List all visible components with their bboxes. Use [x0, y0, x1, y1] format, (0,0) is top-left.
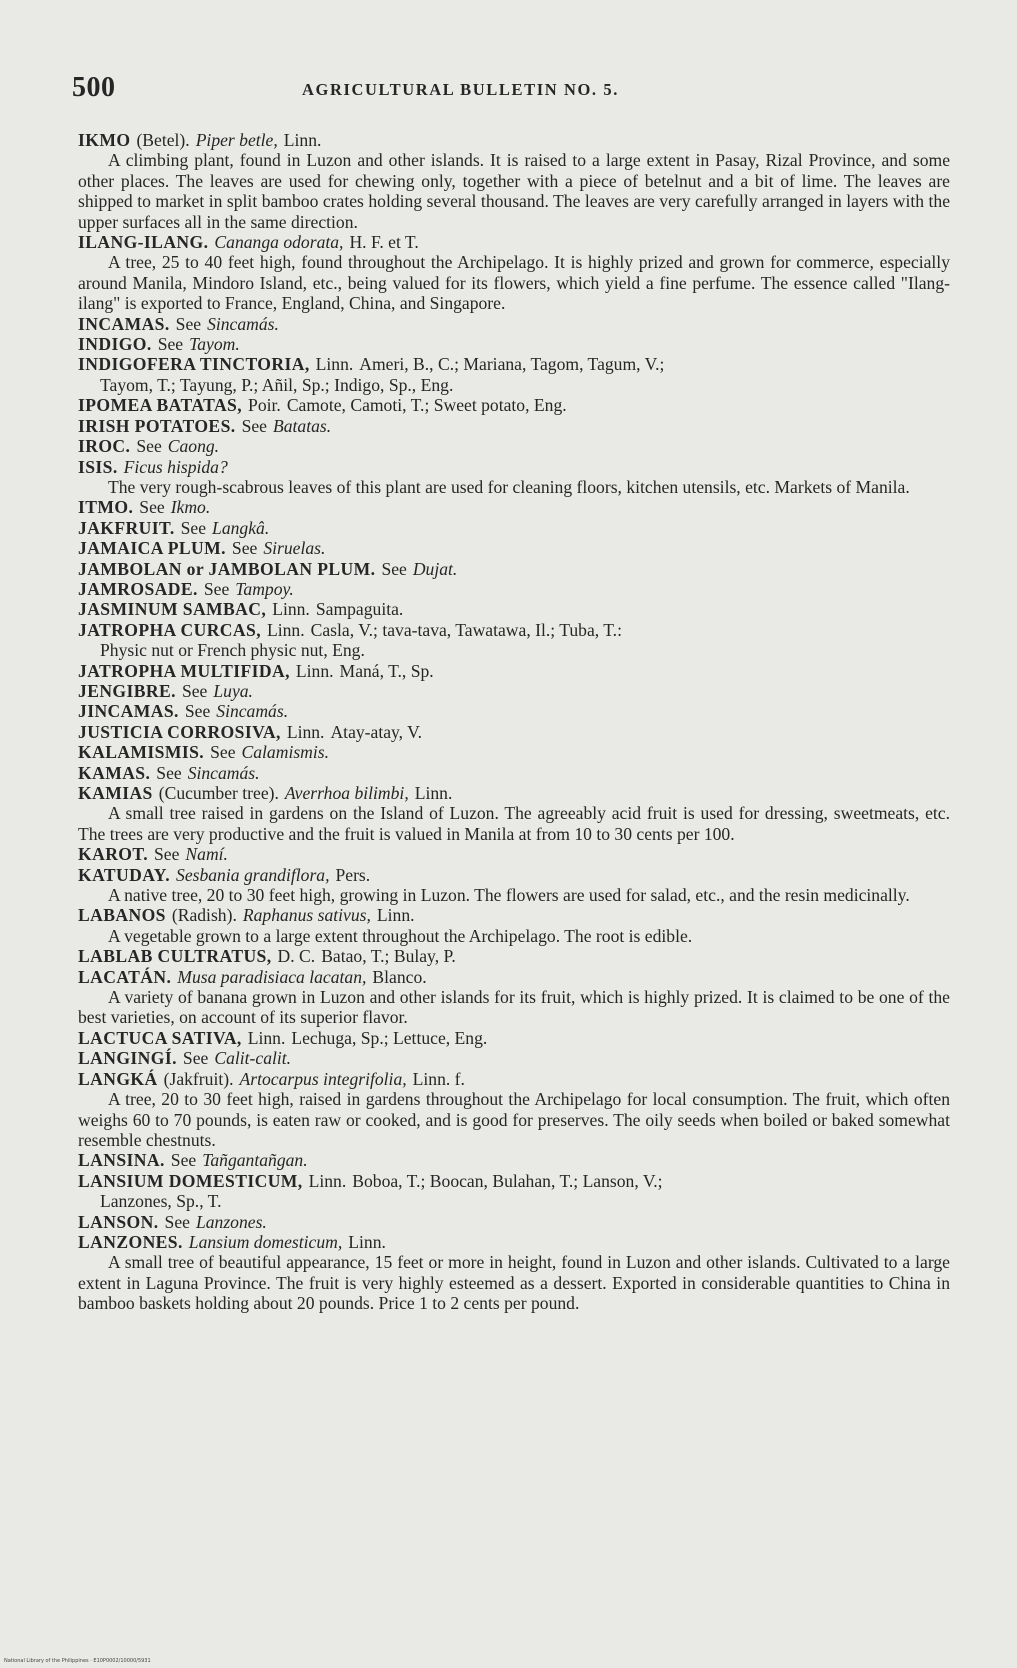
entry-see-label: See [164, 1211, 190, 1232]
entry-cross-reference: Ikmo. [170, 497, 211, 518]
dictionary-entry [78, 742, 950, 762]
entry-authority: Linn. [272, 599, 310, 620]
entry-headline [78, 763, 950, 783]
entry-term: IRISH POTATOES. [78, 415, 236, 436]
entry-headline [78, 722, 950, 742]
dictionary-entry [78, 905, 950, 946]
entry-headline [78, 1232, 950, 1252]
entry-vernacular-continued: Tayom, T.; Tayung, P.; Añil, Sp.; Indigo, Sp., Eng. [100, 374, 454, 395]
dictionary-entry [78, 1150, 950, 1170]
entry-term: LACATÁN. [78, 966, 172, 987]
entry-authority: Linn. [267, 619, 305, 640]
entry-term: JATROPHA MULTIFIDA, [78, 660, 290, 681]
dictionary-entry [78, 1171, 950, 1212]
dictionary-entry [78, 130, 950, 232]
entry-authority: Linn. [414, 783, 453, 803]
dictionary-entry [78, 497, 950, 517]
entry-description: A native tree, 20 to 30 feet high, growing in Luzon. The flowers are used for salad, etc., and the resin medicinally. [108, 885, 910, 906]
entry-authority: Linn. f. [412, 1068, 465, 1089]
entry-description: A vegetable grown to a large extent throughout the Archipelago. The root is edible. [108, 925, 693, 946]
entry-common-name: (Jakfruit). [163, 1068, 234, 1089]
entry-see-label: See [381, 558, 407, 579]
entry-authority: Poir. [248, 395, 281, 416]
entry-see-label: See [184, 701, 211, 722]
entry-scientific-name: Piper betle, [195, 130, 278, 150]
dictionary-entry [78, 1069, 950, 1151]
entry-cross-reference: Sincamás. [216, 701, 289, 722]
entry-term: KAROT. [78, 844, 149, 865]
entry-headline [78, 946, 950, 966]
entry-authority: Blanco. [372, 966, 427, 987]
dictionary-entry [78, 416, 950, 436]
entry-description: A variety of banana grown in Luzon and other islands for its fruit, which is highly prized. It is claimed to be one of the best varieties, on account of its superior flavor. [78, 987, 950, 1028]
entry-cross-reference: Sincamás. [187, 762, 260, 783]
entry-vernacular-names: Lechuga, Sp.; Lettuce, Eng. [291, 1027, 488, 1048]
entry-cross-reference: Calamismis. [241, 742, 330, 763]
entry-description: A climbing plant, found in Luzon and other islands. It is raised to a large extent in Pasay, Rizal Province, and some other places. The leaves are used for chewing only, together with a piece of betelnut and a bit of lime. The leaves are shipped to market in split bamboo crates holding several thousand. The leaves are very carefully arranged in layers with the upper surfaces all in the same direction. [78, 150, 950, 232]
entry-common-name: (Radish). [171, 905, 237, 926]
dictionary-entry [78, 518, 950, 538]
entry-term: INDIGOFERA TINCTORIA, [78, 354, 310, 375]
dictionary-entry [78, 1232, 950, 1314]
entry-headline [78, 559, 950, 579]
entry-authority: Pers. [335, 864, 371, 885]
entry-list [78, 130, 950, 1314]
entry-cross-reference: Luya. [213, 680, 253, 701]
entry-headline [78, 1212, 950, 1232]
entry-cross-reference: Namí. [185, 844, 228, 865]
dictionary-entry [78, 538, 950, 558]
entry-term: LANGINGÍ. [78, 1048, 177, 1069]
dictionary-entry [78, 865, 950, 906]
entry-term: LANSON. [78, 1211, 159, 1232]
entry-vernacular-names: Maná, T., Sp. [339, 660, 434, 681]
dictionary-entry [78, 334, 950, 354]
entry-headline [78, 457, 950, 477]
dictionary-entry [78, 559, 950, 579]
entry-cross-reference: Dujat. [412, 558, 458, 579]
entry-term: LABANOS [78, 905, 166, 926]
entry-cross-reference: Tayom. [189, 334, 240, 355]
entry-scientific-name: Raphanus sativus, [242, 905, 371, 926]
dictionary-entry [78, 436, 950, 456]
entry-headline [78, 334, 950, 354]
dictionary-entry [78, 599, 950, 619]
entry-term: JAMROSADE. [78, 578, 198, 599]
entry-headline [78, 579, 950, 599]
entry-headline [78, 701, 950, 721]
entry-vernacular-names: Ameri, B., C.; Mariana, Tagom, Tagum, V.; [359, 354, 665, 375]
entry-scientific-name: Musa paradisiaca lacatan, [177, 966, 367, 987]
dictionary-entry [78, 1028, 950, 1048]
entry-scientific-name: Artocarpus integrifolia, [239, 1068, 407, 1089]
entry-authority: Linn. [247, 1027, 286, 1048]
entry-see-label: See [182, 1048, 209, 1069]
entry-term: INDIGO. [78, 334, 152, 355]
entry-headline [78, 518, 950, 538]
entry-term: IROC. [78, 436, 131, 457]
entry-term: IPOMEA BATATAS, [78, 395, 243, 416]
entry-headline [78, 681, 950, 701]
entry-headline [78, 1171, 950, 1191]
scan-footer-note: National Library of the Philippines · E10P0002/10000/5931 [4, 1658, 151, 1664]
entry-authority: Linn. [295, 660, 334, 681]
entry-headline [78, 314, 950, 334]
entry-term: LANZONES. [78, 1231, 183, 1252]
entry-headline [78, 1069, 950, 1089]
entry-see-label: See [175, 313, 202, 334]
dictionary-entry [78, 661, 950, 681]
entry-headline [78, 130, 950, 150]
entry-headline [78, 354, 950, 374]
entry-cross-reference: Batatas. [272, 415, 332, 436]
entry-term: JAMBOLAN or JAMBOLAN PLUM. [78, 558, 376, 579]
page-number: 500 [72, 72, 116, 103]
entry-headline [78, 905, 950, 925]
entry-vernacular-continued: Lanzones, Sp., T. [100, 1191, 222, 1212]
entry-description: The very rough-scabrous leaves of this plant are used for cleaning floors, kitchen utensils, etc. Markets of Manila. [108, 476, 910, 497]
entry-term: LANGKÁ [78, 1068, 158, 1089]
entry-vernacular-names: Sampaguita. [315, 599, 404, 620]
dictionary-entry [78, 681, 950, 701]
entry-vernacular-names: Boboa, T.; Boocan, Bulahan, T.; Lanson, V.; [352, 1170, 663, 1191]
dictionary-entry [78, 967, 950, 1028]
entry-headline [78, 661, 950, 681]
dictionary-entry [78, 620, 950, 661]
entry-see-label: See [180, 517, 207, 538]
entry-term: ITMO. [78, 497, 134, 518]
dictionary-entry [78, 722, 950, 742]
dictionary-entry [78, 579, 950, 599]
entry-headline [78, 395, 950, 415]
entry-headline [78, 497, 950, 517]
entry-headline [78, 599, 950, 619]
running-head: AGRICULTURAL BULLETIN NO. 5. [302, 80, 619, 99]
entry-authority: Linn. [348, 1231, 386, 1252]
entry-see-label: See [203, 578, 230, 599]
entry-cross-reference: Calit-calit. [214, 1048, 292, 1069]
entry-cross-reference: Lanzones. [195, 1211, 267, 1232]
entry-headline [78, 436, 950, 456]
entry-see-label: See [231, 538, 258, 559]
entry-headline [78, 742, 950, 762]
entry-authority: H. F. et T. [349, 232, 419, 253]
dictionary-entry [78, 701, 950, 721]
entry-term: KAMIAS [78, 783, 153, 803]
entry-cross-reference: Tañgantañgan. [202, 1150, 308, 1171]
entry-term: LACTUCA SATIVA, [78, 1027, 242, 1048]
entry-see-label: See [136, 436, 162, 457]
entry-term: JAKFRUIT. [78, 517, 175, 538]
entry-scientific-name: Ficus hispida? [123, 456, 228, 477]
entry-term: KALAMISMIS. [78, 742, 205, 763]
entry-see-label: See [157, 334, 184, 355]
entry-authority: Linn. [283, 130, 322, 150]
entry-term: KAMAS. [78, 762, 151, 783]
dictionary-entry [78, 1048, 950, 1068]
entry-common-name: (Cucumber tree). [158, 783, 279, 803]
entry-description: A tree, 20 to 30 feet high, raised in gardens throughout the Archipelago for local consumption. The fruit, which often weighs 60 to 70 pounds, is eaten raw or cooked, and is good for preserves. The oily seeds when boiled or baked somewhat resemble chestnuts. [78, 1089, 950, 1150]
entry-headline [78, 844, 950, 864]
entry-see-label: See [139, 497, 165, 518]
entry-scientific-name: Lansium domesticum, [188, 1231, 343, 1252]
entry-headline [78, 865, 950, 885]
dictionary-entry [78, 314, 950, 334]
entry-term: ILANG-ILANG. [78, 232, 209, 253]
dictionary-entry [78, 395, 950, 415]
entry-headline [78, 1028, 950, 1048]
page-header [72, 72, 952, 112]
dictionary-entry [78, 844, 950, 864]
entry-term: JASMINUM SAMBAC, [78, 599, 267, 620]
entry-authority: Linn. [286, 721, 325, 742]
entry-vernacular-continued: Physic nut or French physic nut, Eng. [100, 640, 365, 661]
entry-cross-reference: Sincamás. [207, 313, 279, 334]
entry-scientific-name: Sesbania grandiflora, [176, 864, 330, 885]
entry-headline [78, 783, 950, 803]
entry-scientific-name: Cananga odorata, [214, 232, 344, 253]
entry-description: A tree, 25 to 40 feet high, found throughout the Archipelago. It is highly prized and grown for commerce, especially around Manila, Mindoro Island, etc., being valued for its flowers, which yield a fine perfume. The essence called "Ilang-ilang" is exported to France, England, China, and Singapore. [78, 252, 950, 314]
entry-cross-reference: Siruelas. [263, 538, 326, 559]
entry-authority: Linn. [376, 905, 415, 926]
entry-cross-reference: Caong. [167, 436, 220, 457]
entry-headline [78, 620, 950, 640]
entry-term: LABLAB CULTRATUS, [78, 946, 272, 967]
entry-headline [78, 416, 950, 436]
entry-authority: Linn. [315, 354, 354, 375]
entry-vernacular-names: Casla, V.; tava-tava, Tawatawa, Il.; Tuba, T.: [310, 619, 622, 640]
entry-headline [78, 1048, 950, 1068]
entry-see-label: See [170, 1150, 197, 1171]
entry-description: A small tree of beautiful appearance, 15 feet or more in height, found in Luzon and other islands. Cultivated to a large extent in Laguna Province. The fruit is very highly esteemed as a dessert. Exported in considerable quantities to China in bamboo baskets holding about 20 pounds. Price 1 to 2 cents per pound. [78, 1252, 950, 1314]
entry-term: LANSIUM DOMESTICUM, [78, 1170, 303, 1191]
entry-term: JAMAICA PLUM. [78, 538, 226, 559]
entry-headline [78, 232, 950, 252]
entry-see-label: See [156, 762, 182, 783]
entry-term: KATUDAY. [78, 864, 171, 885]
dictionary-entry [78, 354, 950, 395]
entry-term: JENGIBRE. [78, 680, 176, 701]
entry-term: INCAMAS. [78, 313, 170, 334]
entry-description: A small tree raised in gardens on the Island of Luzon. The agreeably acid fruit is used for dressing, sweetmeats, etc. The trees are very productive and the fruit is valued in Manila at from 10 to 30 cents per 100. [78, 803, 950, 844]
entry-headline [78, 967, 950, 987]
entry-vernacular-names: Atay-atay, V. [330, 721, 423, 742]
entry-authority: Linn. [308, 1170, 347, 1191]
entry-see-label: See [241, 415, 267, 436]
dictionary-entry [78, 232, 950, 314]
entry-term: IKMO [78, 130, 131, 150]
entry-see-label: See [181, 680, 208, 701]
entry-term: LANSINA. [78, 1150, 165, 1171]
entry-vernacular-names: Batao, T.; Bulay, P. [321, 946, 456, 967]
dictionary-entry [78, 783, 950, 844]
entry-common-name: (Betel). [136, 130, 190, 150]
entry-see-label: See [154, 844, 180, 865]
entry-cross-reference: Langkâ. [212, 517, 270, 538]
entry-authority: D. C. [277, 946, 316, 967]
entry-term: JINCAMAS. [78, 701, 179, 722]
entry-term: JUSTICIA CORROSIVA, [78, 721, 281, 742]
entry-term: ISIS. [78, 456, 118, 477]
dictionary-entry [78, 763, 950, 783]
dictionary-entry [78, 1212, 950, 1232]
entry-term: JATROPHA CURCAS, [78, 619, 261, 640]
entry-scientific-name: Averrhoa bilimbi, [284, 783, 409, 803]
dictionary-entry [78, 946, 950, 966]
entry-headline [78, 1150, 950, 1170]
entry-cross-reference: Tampoy. [235, 578, 294, 599]
dictionary-entry [78, 457, 950, 498]
entry-headline [78, 538, 950, 558]
entry-vernacular-names: Camote, Camoti, T.; Sweet potato, Eng. [286, 395, 567, 416]
entry-see-label: See [210, 742, 236, 763]
